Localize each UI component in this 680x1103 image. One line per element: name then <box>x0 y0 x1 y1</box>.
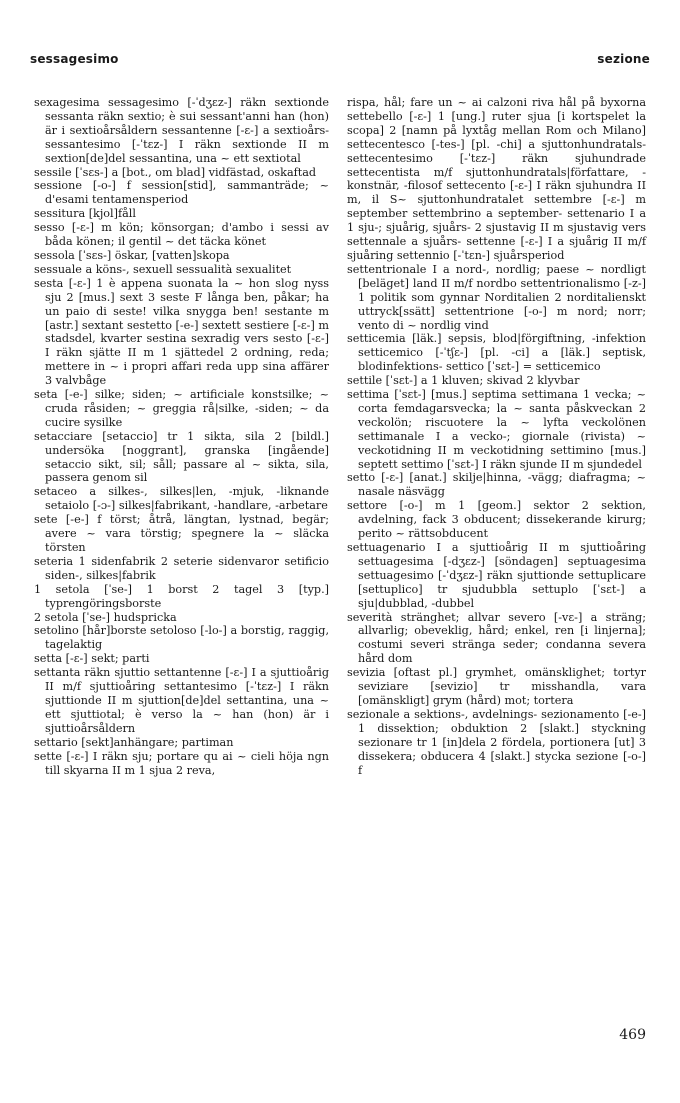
entry-severita: severità stränghet; allvar severo [-vɛ-] a sträng; allvarlig; obeveklig, hård; enkel, ren [i linjerna]; costumi severi stränga seder; condanna severa hård dom <box>347 610 646 666</box>
entry-sessione: sessione [-o-] f session[stid], sammanträde; ~ d'esami tentamensperiod <box>34 179 329 207</box>
entry-settuagenario: settuagenario I a sjuttioårig II m sjuttioåring settuagesima [-dʒɛz-] [söndagen] septuagesima settuagesimo [-ˈdʒɛz-] räkn sjuttionde settuplicare [settuplico] tr sjudubbla settuplo [ˈsɛt-] a sju|dubblad, -dubbel <box>347 541 646 610</box>
entry-sesso: sesso [-ɛ-] m kön; könsorgan; d'ambo i sessi av båda könen; il gentil ~ det täcka könet <box>34 221 329 249</box>
entry-seta: seta [-e-] silke; siden; ~ artificiale konstsilke; ~ cruda råsiden; ~ greggia rå|silke, -siden; ~ da cucire sysilke <box>34 388 329 429</box>
entry-sette-continued: rispa, hål; fare un ~ ai calzoni riva hål på byxorna settebello [-ɛ-] 1 [ung.] ruter sjua [i kortspelet la scopa] 2 [namn på lyxtåg mellan Rom och Milano] settecentesco [-tes-] [pl. -chi] a sjuttonhundratals- settecentesimo [-ˈtɛz-] räkn sjuhundrade settecentista m/f sjuttonhundratals|författare, -konstnär, -filosof settecento [-ɛ-] I räkn sjuhundra II m, il S~ sjuttonhundratalet settembre [-ɛ-] m september settembrino a september- settenario I a 1 sju-; sjuårig, sjuårs- 2 sjustavig II m sjustavig vers settennale a sjuårs- settenne [-ɛ-] I a sjuårig II m/f sjuåring settennio [-ˈtɛn-] sjuårsperiod <box>347 96 646 262</box>
dictionary-column-right <box>347 96 646 777</box>
entry-setaceo: setaceo a silkes-, silkes|len, -mjuk, -liknande setaiolo [-ɔ-] silkes|fabrikant, -handlare, -arbetare <box>34 485 329 513</box>
entry-sessagesimo: sexagesima sessagesimo [-ˈdʒɛz-] räkn sextionde sessanta räkn sextio; è sui sessant'anni han (hon) är i sextioårsåldern sessantenne [-ɛ-] a sextioårs- sessantesimo [-ˈtɛz-] I räkn sextionde II m sextion[de]del sessantina, una ~ ett sextiotal <box>34 96 329 165</box>
entry-setola-2: 2 setola [ˈse-] hudspricka <box>34 610 177 624</box>
entry-sette: sette [-ɛ-] I räkn sju; portare qu ai ~ cieli höja ngn till skyarna II m 1 sjua 2 reva, <box>34 749 329 777</box>
entry-settanta: settanta räkn sjuttio settantenne [-ɛ-] I a sjuttioårig II m/f sjuttioåring settantesimo [-ˈtɛz-] I räkn sjuttionde II m sjuttion[de]del settantina, una ~ ett sjuttiotal; è verso la ~ han (hon) är i sjuttioårsåldern <box>34 666 329 735</box>
entry-sessola: sessola [ˈsɛs-] öskar, [vatten]skopa <box>34 248 230 262</box>
running-head-right: sezione <box>597 52 650 66</box>
entry-settario: settario [sekt]anhängare; partiman <box>34 735 234 749</box>
entry-sete: sete [-e-] f törst; åtrå, längtan, lystnad, begär; avere ~ vara törstig; spegnere la ~ släcka törsten <box>34 513 329 554</box>
dictionary-column-left <box>34 96 329 777</box>
entry-settile: settile [ˈsɛt-] a 1 kluven; skivad 2 klyvbar <box>347 374 580 388</box>
entry-settentrionale: settentrionale I a nord-, nordlig; paese ~ nordligt [beläget] land II m/f nordbo settentrionalismo [-z-] 1 politik som gynnar Norditalien 2 norditalienskt uttryck[ssätt] settentrione [-o-] m nord; norr; vento di ~ nordlig vind <box>347 262 646 332</box>
entry-sessitura: sessitura [kjol]fåll <box>34 207 136 221</box>
entry-setta: setta [-ɛ-] sekt; parti <box>34 652 150 666</box>
entry-sessuale: sessuale a köns-, sexuell sessualità sexualitet <box>34 262 292 276</box>
entry-setto: setto [-ɛ-] [anat.] skilje|hinna, -vägg; diafragma; ~ nasale näsvägg <box>347 471 646 499</box>
entry-setolino: setolino [hår]borste setoloso [-lo-] a borstig, raggig, tagelaktig <box>34 624 329 652</box>
entry-sezionale: sezionale a sektions-, avdelnings- sezionamento [-e-] 1 dissektion; obduktion 2 [slakt.] styckning sezionare tr 1 [in]dela 2 fördela, portionera [ut] 3 dissekera; obducera 4 [slakt.] stycka sezione [-o-] f <box>347 707 646 777</box>
entry-seteria: seteria 1 sidenfabrik 2 seterie sidenvaror setificio siden-, silkes|fabrik <box>34 554 329 582</box>
entry-sevizia: sevizia [oftast pl.] grymhet, omänsklighet; tortyr seviziare [sevizio] tr misshandla, vara [omänskligt] grym (hård) mot; tortera <box>347 666 646 707</box>
entry-sessile: sessile [ˈsɛs-] a [bot., om blad] vidfästad, oskaftad <box>34 165 317 179</box>
entry-sesta: sesta [-ɛ-] 1 è appena suonata la ~ hon slog nyss sju 2 [mus.] sext 3 seste F långa ben, påkar; ha un paio di seste! vilka snygga ben! sestante m [astr.] sextant sestetto [-e-] sextett sestiere [-ɛ-] m stadsdel, kvarter sestina sexradig vers sesto [-ɛ-] I räkn sjätte II m 1 sjättedel 2 ordning, reda; mettere in ~ i propri affari reda upp sina affärer 3 valvbåge <box>34 276 329 388</box>
running-head-left: sessagesimo <box>30 52 119 66</box>
page-number: 469 <box>619 1027 646 1043</box>
entry-setola-1: 1 setola [ˈse-] 1 borst 2 tagel 3 [typ.] typrengöringsborste <box>34 582 329 610</box>
entry-settore: settore [-o-] m 1 [geom.] sektor 2 sektion, avdelning, fack 3 obducent; dissekerande kirurg; perito ~ rättsobducent <box>347 499 646 541</box>
entry-setacciare: setacciare [setaccio] tr 1 sikta, sila 2 [bildl.] undersöka [noggrant], granska [ingående] setaccio sikt, sil; såll; passare al ~ sikta, sila, passera genom sil <box>34 429 329 485</box>
entry-settima: settima [ˈsɛt-] [mus.] septima settimana 1 vecka; ~ corta femdagarsvecka; la ~ santa påskveckan 2 veckolön; riscuotere la ~ lyfta veckolönen settimanale I a vecko-; giornale (rivista) ~ veckotidning II m veckotidning settimino [mus.] septett settimo [ˈsɛt-] I räkn sjunde II m sjundedel <box>347 388 646 471</box>
entry-setticemia: setticemia [läk.] sepsis, blod|förgiftning, -infektion setticemico [-ˈtʃɛ-] [pl. -ci] a [läk.] septisk, blodinfektions- settico [ˈsɛt-] = setticemico <box>347 332 646 374</box>
